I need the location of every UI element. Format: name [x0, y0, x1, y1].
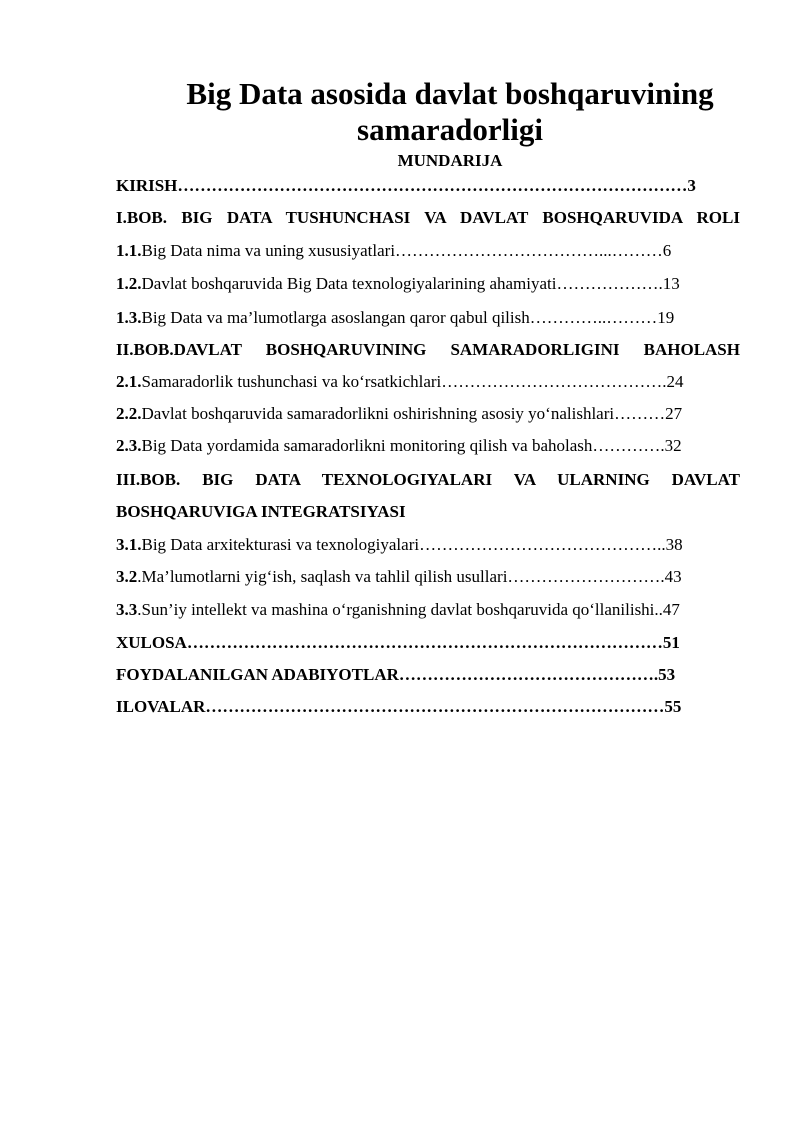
toc-entry-3-3: 3.3.Sun’iy intellekt va mashina o‘rganishning davlat boshqaruvida qo‘llanilishi..47 — [116, 600, 680, 619]
document-title-line1: Big Data asosida davlat boshqaruvining — [186, 76, 714, 111]
contents-heading: MUNDARIJA — [397, 151, 503, 170]
toc-entry-ilovalar: ILOVALAR………………………………………………………………………55 — [116, 697, 682, 716]
toc-entry-kirish: KIRISH………………………………………………………………………………3 — [116, 176, 696, 195]
toc-entry-1-2: 1.2.Davlat boshqaruvida Big Data texnologiyalarining ahamiyati……………….13 — [116, 274, 680, 293]
toc-entry-chapter-2: II.BOB.DAVLAT BOSHQARUVINING SAMARADORLIGINI BAHOLASH — [116, 340, 740, 359]
toc-entry-xulosa: XULOSA…………………………………………………………………………51 — [116, 633, 680, 652]
toc-entry-2-3: 2.3.Big Data yordamida samaradorlikni monitoring qilish va baholash………….32 — [116, 436, 682, 455]
toc-entry-chapter-3: III.BOB. BIG DATA TEXNOLOGIYALARI VA ULARNING DAVLAT — [116, 470, 740, 489]
toc-entry-2-1: 2.1.Samaradorlik tushunchasi va ko‘rsatkichlari………………………………….24 — [116, 372, 684, 391]
toc-entry-adabiyotlar: FOYDALANILGAN ADABIYOTLAR……………………………………….53 — [116, 665, 676, 684]
document-title-line2: samaradorligi — [357, 112, 543, 147]
toc-entry-2-2: 2.2.Davlat boshqaruvida samaradorlikni oshirishning asosiy yo‘nalishlari………27 — [116, 404, 683, 423]
toc-entry-1-3: 1.3.Big Data va ma’lumotlarga asoslangan qaror qabul qilish…………..………19 — [116, 308, 675, 327]
toc-entry-chapter-3-cont: BOSHQARUVIGA INTEGRATSIYASI — [116, 502, 406, 521]
toc-entry-3-2: 3.2.Ma’lumotlarni yig‘ish, saqlash va tahlil qilish usullari……………………….43 — [116, 567, 682, 586]
toc-entry-1-1: 1.1.Big Data nima va uning xususiyatlari………………………………...………6 — [116, 241, 672, 260]
toc-entry-3-1: 3.1.Big Data arxitekturasi va texnologiyalari……………………………………..38 — [116, 535, 683, 554]
toc-entry-chapter-1: I.BOB. BIG DATA TUSHUNCHASI VA DAVLAT BOSHQARUVIDA ROLI — [116, 208, 740, 227]
